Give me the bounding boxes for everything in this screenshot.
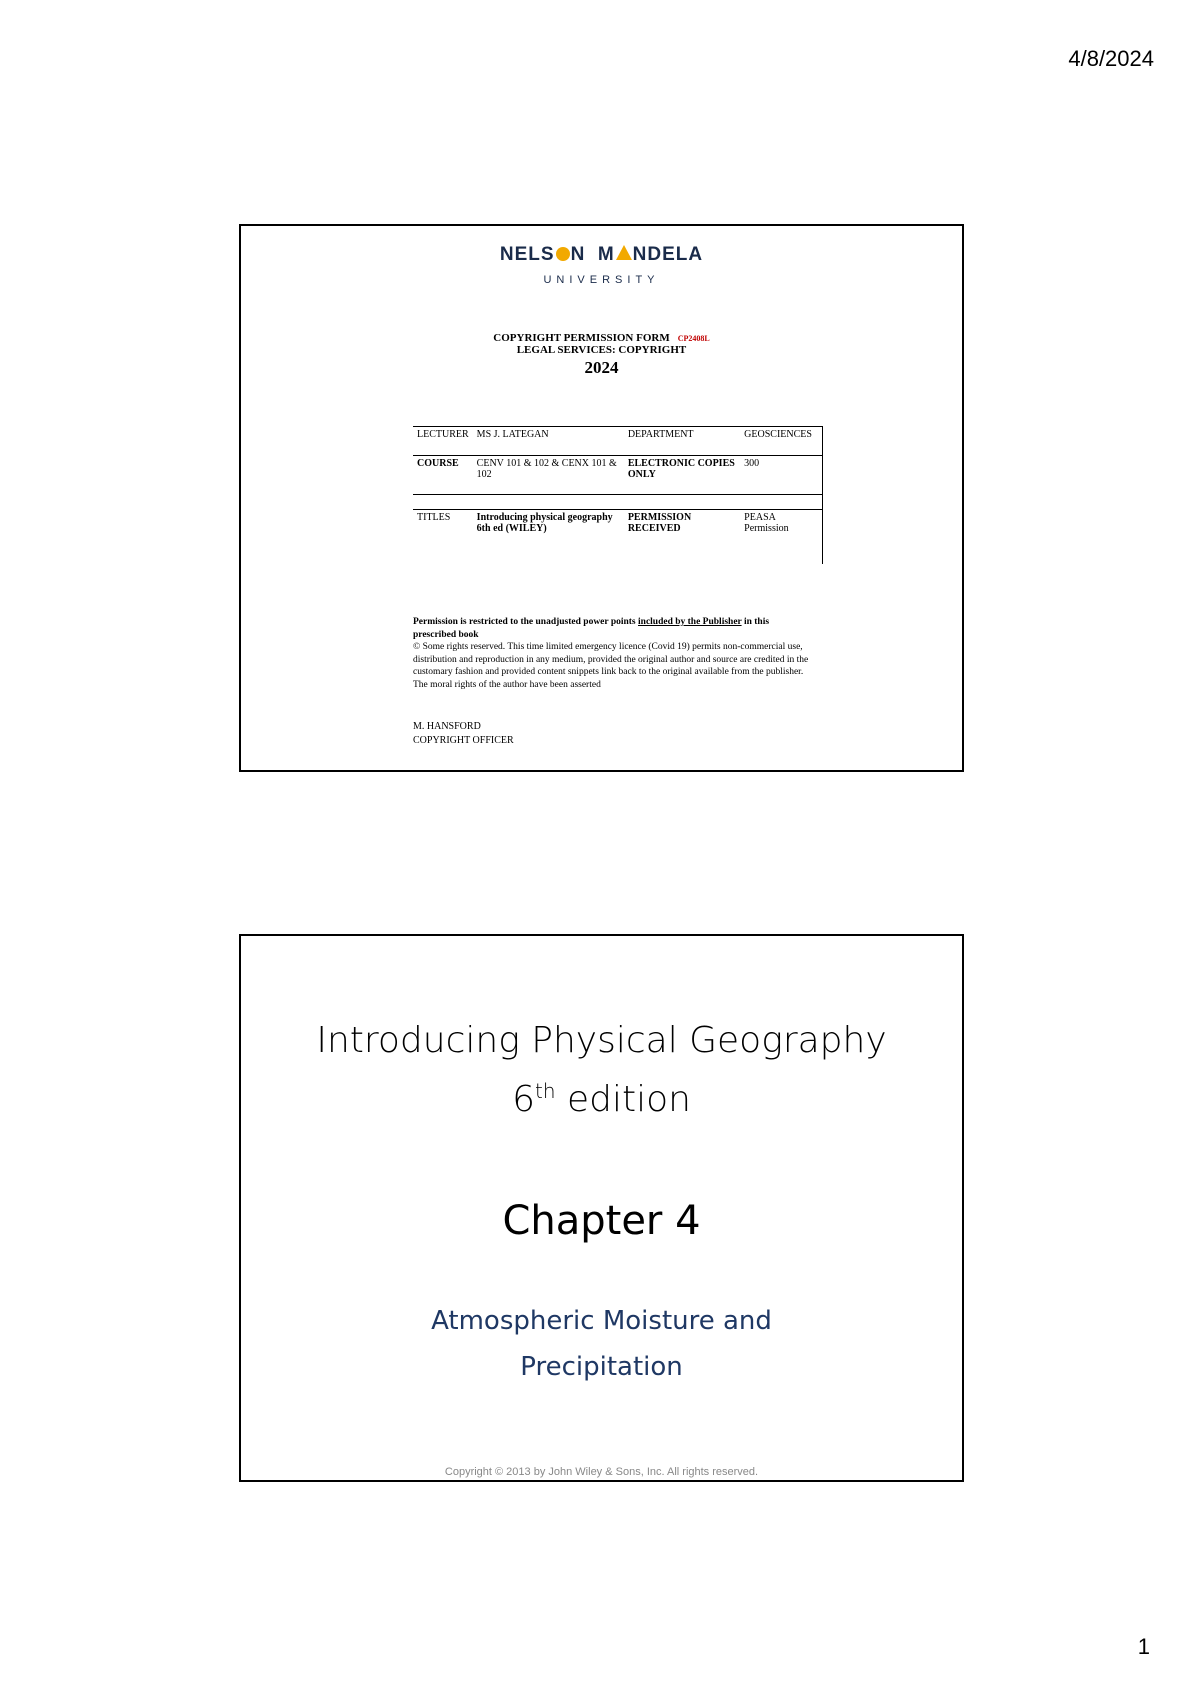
- form-year: 2024: [584, 358, 619, 377]
- edition-word: edition: [555, 1079, 691, 1120]
- logo-triangle-icon: [616, 245, 632, 260]
- permission-table: [413, 426, 823, 564]
- book-title: [241, 1016, 962, 1125]
- form-code: CP2408L: [677, 334, 710, 343]
- notice-lead2: in this prescribed book: [413, 617, 770, 640]
- course-value: CENV 101 & 102 & CENX 101 & 102: [473, 456, 624, 495]
- department-label: DEPARTMENT: [624, 427, 740, 456]
- logo-subtitle: UNIVERSITY: [543, 274, 660, 286]
- lecturer-value: MS J. LATEGAN: [473, 427, 624, 456]
- department-value: GEOSCIENCES: [740, 427, 822, 456]
- titles-label: TITLES: [417, 512, 451, 523]
- notice-lead: Permission is restricted to the unadjusted power points: [413, 617, 639, 627]
- signatory-title: COPYRIGHT OFFICER: [413, 735, 514, 746]
- print-date: 4/8/2024: [1068, 46, 1154, 71]
- chapter-subtitle: [241, 1298, 962, 1390]
- logo-wordmark: NELS N M NDELA: [499, 244, 704, 265]
- signatory: [413, 720, 514, 748]
- slide-title: [239, 934, 964, 1482]
- subtitle-line1: Atmospheric Moisture and: [431, 1306, 772, 1336]
- copyright-notice: Copyright © 2013 by John Wiley & Sons, Inc. All rights reserved.: [444, 1466, 759, 1478]
- notice-underlined: included by the Publisher: [638, 617, 742, 627]
- edition-suffix: th: [534, 1079, 556, 1103]
- book-title-line1: Introducing Physical Geography: [316, 1020, 887, 1061]
- book-edition: [241, 1066, 962, 1125]
- slide-copyright-form: [239, 224, 964, 772]
- subtitle-line2: Precipitation: [520, 1352, 683, 1382]
- electronic-value: 300: [740, 456, 822, 495]
- permission-value: PEASA Permission: [740, 510, 822, 565]
- lecturer-label: LECTURER: [413, 427, 473, 456]
- page-number: 1: [1137, 1634, 1150, 1659]
- signatory-name: M. HANSFORD: [413, 721, 481, 732]
- chapter-heading: Chapter 4: [502, 1198, 701, 1244]
- course-label: COURSE: [413, 456, 473, 495]
- edition-number: 6: [512, 1079, 535, 1120]
- titles-value: Introducing physical geography 6th ed (WILEY): [476, 512, 613, 534]
- permission-notice: [413, 616, 813, 691]
- electronic-label: ELECTRONIC COPIES ONLY: [624, 456, 740, 495]
- form-title: COPYRIGHT PERMISSION FORM: [493, 332, 670, 344]
- university-logo: [241, 244, 962, 286]
- form-header: [241, 332, 962, 378]
- notice-body: © Some rights reserved. This time limited emergency licence (Covid 19) permits non-commercial use, distribution and reproduction in any medium, provided the original author and source are credited in the customary fashion and provided content snippets link back to the original available from the publisher. The moral rights of the author have been asserted: [413, 642, 809, 690]
- department-line: LEGAL SERVICES: COPYRIGHT: [516, 344, 687, 356]
- permission-label: PERMISSION RECEIVED: [627, 512, 692, 534]
- logo-circle-icon: [556, 247, 570, 261]
